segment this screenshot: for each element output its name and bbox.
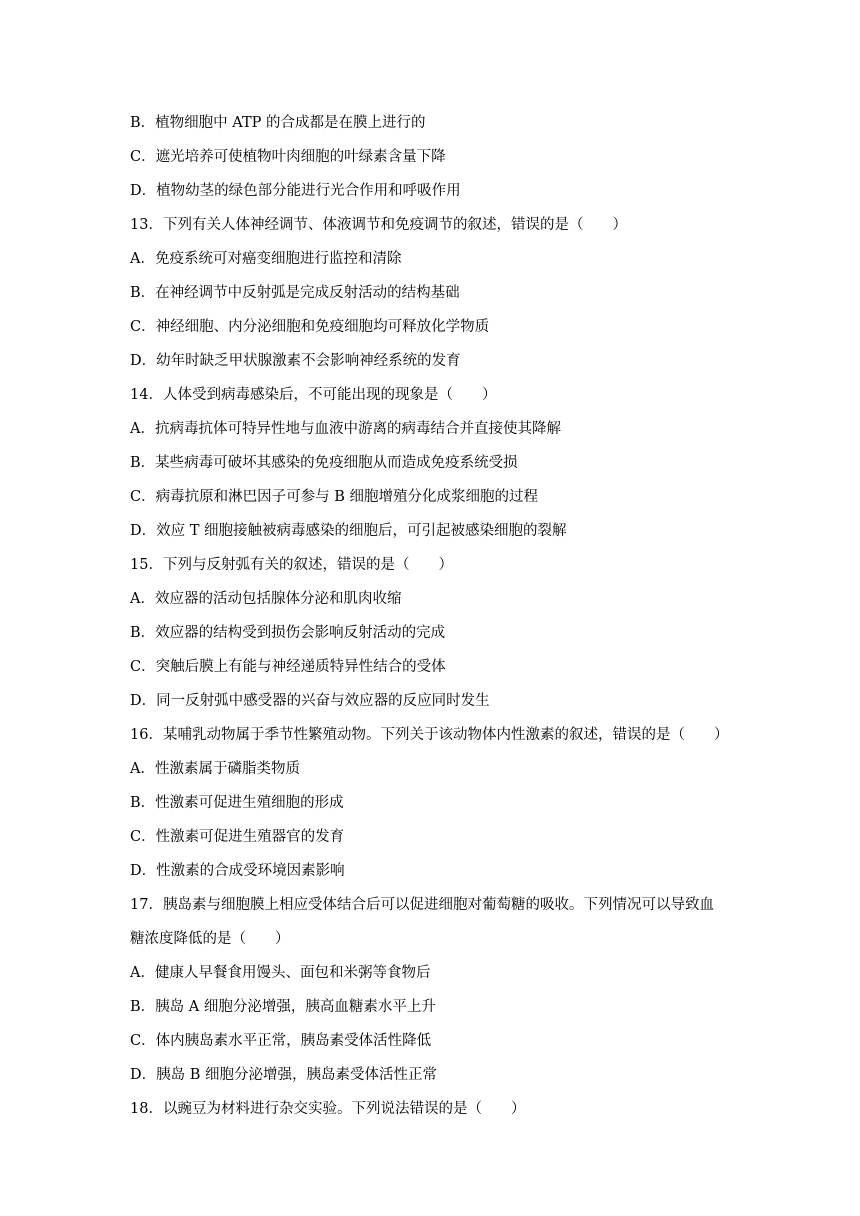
option-15c: C．突触后膜上有能与神经递质特异性结合的受体	[130, 659, 446, 675]
option-13b: B．在神经调节中反射弧是完成反射活动的结构基础	[130, 285, 460, 301]
option-17b: B．胰岛 A 细胞分泌增强，胰高血糖素水平上升	[130, 999, 436, 1015]
option-15d: D．同一反射弧中感受器的兴奋与效应器的反应同时发生	[130, 693, 490, 709]
option-14a: A．抗病毒抗体可特异性地与血液中游离的病毒结合并直接使其降解	[130, 421, 561, 437]
option-12c: C．遮光培养可使植物叶肉细胞的叶绿素含量下降	[130, 149, 446, 165]
option-17a: A．健康人早餐食用馒头、面包和米粥等食物后	[130, 965, 431, 981]
question-18: 18．以豌豆为材料进行杂交实验。下列说法错误的是（ ）	[130, 1101, 526, 1117]
option-16c: C．性激素可促进生殖器官的发育	[130, 829, 345, 845]
question-14: 14．人体受到病毒感染后，不可能出现的现象是（ ）	[130, 387, 497, 403]
option-16a: A．性激素属于磷脂类物质	[130, 761, 300, 777]
option-13a: A．免疫系统可对癌变细胞进行监控和清除	[130, 251, 402, 267]
option-16b: B．性激素可促进生殖细胞的形成	[130, 795, 344, 811]
question-text-block	[130, 106, 750, 1126]
option-17c: C．体内胰岛素水平正常，胰岛素受体活性降低	[130, 1033, 432, 1049]
option-14d: D．效应 T 细胞接触被病毒感染的细胞后，可引起被感染细胞的裂解	[130, 523, 567, 539]
option-12b: B．植物细胞中 ATP 的合成都是在膜上进行的	[130, 115, 426, 131]
option-14c: C．病毒抗原和淋巴因子可参与 B 细胞增殖分化成浆细胞的过程	[130, 489, 538, 505]
option-13c: C．神经细胞、内分泌细胞和免疫细胞均可释放化学物质	[130, 319, 490, 335]
option-12d: D．植物幼茎的绿色部分能进行光合作用和呼吸作用	[130, 183, 461, 199]
question-13: 13．下列有关人体神经调节、体液调节和免疫调节的叙述，错误的是（ ）	[130, 217, 627, 233]
option-16d: D．性激素的合成受环境因素影响	[130, 863, 345, 879]
question-16: 16．某哺乳动物属于季节性繁殖动物。下列关于该动物体内性激素的叙述，错误的是（ ）	[130, 727, 729, 743]
option-15b: B．效应器的结构受到损伤会影响反射活动的完成	[130, 625, 446, 641]
question-17-line-1: 17．胰岛素与细胞膜上相应受体结合后可以促进细胞对葡萄糖的吸收。下列情况可以导致血	[130, 897, 714, 913]
option-17d: D．胰岛 B 细胞分泌增强，胰岛素受体活性正常	[130, 1067, 437, 1083]
question-15: 15．下列与反射弧有关的叙述，错误的是（ ）	[130, 557, 453, 573]
option-13d: D．幼年时缺乏甲状腺激素不会影响神经系统的发育	[130, 353, 461, 369]
question-17-line-2: 糖浓度降低的是（ ）	[130, 931, 290, 947]
option-15a: A．效应器的活动包括腺体分泌和肌肉收缩	[130, 591, 402, 607]
option-14b: B．某些病毒可破坏其感染的免疫细胞从而造成免疫系统受损	[130, 455, 518, 471]
